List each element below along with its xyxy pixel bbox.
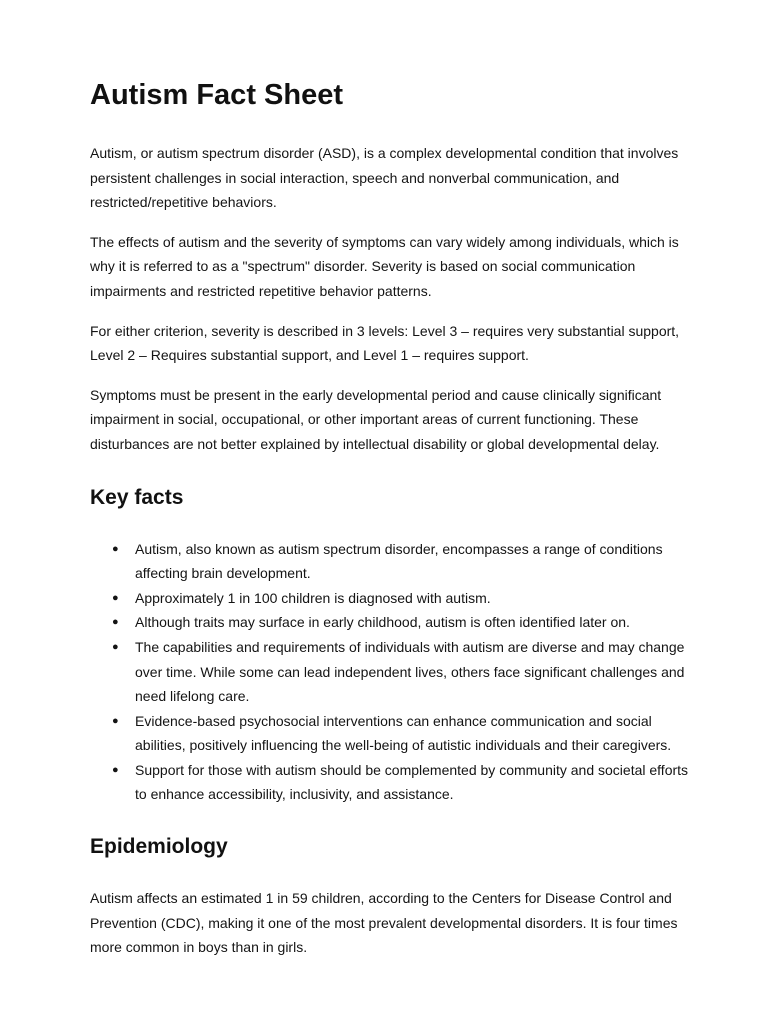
key-facts-heading: Key facts [90, 485, 184, 509]
bullet-icon: ● [112, 714, 119, 727]
bullet-icon: ● [112, 763, 119, 776]
bullet-icon: ● [112, 640, 119, 653]
intro-paragraph-3: For either criterion, severity is described in 3 levels: Level 3 – requires very substantial support, Level 2 – Requires substantial support, and Level 1 – requires support. [90, 322, 680, 364]
epidemiology-heading: Epidemiology [90, 835, 228, 859]
list-item-text: Autism, also known as autism spectrum disorder, encompasses a range of conditions affecting brain development. [135, 540, 663, 582]
list-item [90, 610, 690, 635]
list-item [90, 758, 690, 807]
bullet-icon: ● [112, 616, 119, 629]
list-item [90, 586, 690, 611]
list-item-text: Although traits may surface in early childhood, autism is often identified later on. [135, 614, 630, 631]
bullet-icon: ● [112, 591, 119, 604]
list-item-text: The capabilities and requirements of individuals with autism are diverse and may change over time. While some can lead independent lives, others face significant challenges and need lifelong care. [135, 638, 685, 705]
bullet-icon: ● [112, 542, 119, 555]
document-page [90, 76, 690, 960]
list-item-text: Support for those with autism should be complemented by community and societal efforts to enhance accessibility, inclusivity, and assistance. [135, 761, 689, 803]
page-title: Autism Fact Sheet [90, 79, 343, 111]
intro-paragraph-2: The effects of autism and the severity of symptoms can vary widely among individuals, which is why it is referred to as a "spectrum" disorder. Severity is based on social communication impairments and restricted repetitive behavior patterns. [90, 233, 679, 299]
intro-paragraph-1: Autism, or autism spectrum disorder (ASD), is a complex developmental condition that involves persistent challenges in social interaction, speech and nonverbal communication, and restricted/repetitive behaviors. [90, 145, 679, 211]
list-item [90, 635, 690, 709]
key-facts-list [90, 537, 690, 808]
intro-paragraph-4: Symptoms must be present in the early developmental period and cause clinically significant impairment in social, occupational, or other important areas of current functioning. These disturbances are not better explained by intellectual disability or global developmental delay. [90, 386, 662, 452]
epidemiology-paragraph: Autism affects an estimated 1 in 59 children, according to the Centers for Disease Control and Prevention (CDC), making it one of the most prevalent developmental disorders. It is four times more common in boys than in girls. [90, 890, 678, 956]
list-item [90, 537, 690, 586]
list-item-text: Approximately 1 in 100 children is diagnosed with autism. [135, 589, 491, 606]
list-item [90, 709, 690, 758]
list-item-text: Evidence-based psychosocial interventions can enhance communication and social abilities, positively influencing the well-being of autistic individuals and their caregivers. [135, 712, 672, 754]
